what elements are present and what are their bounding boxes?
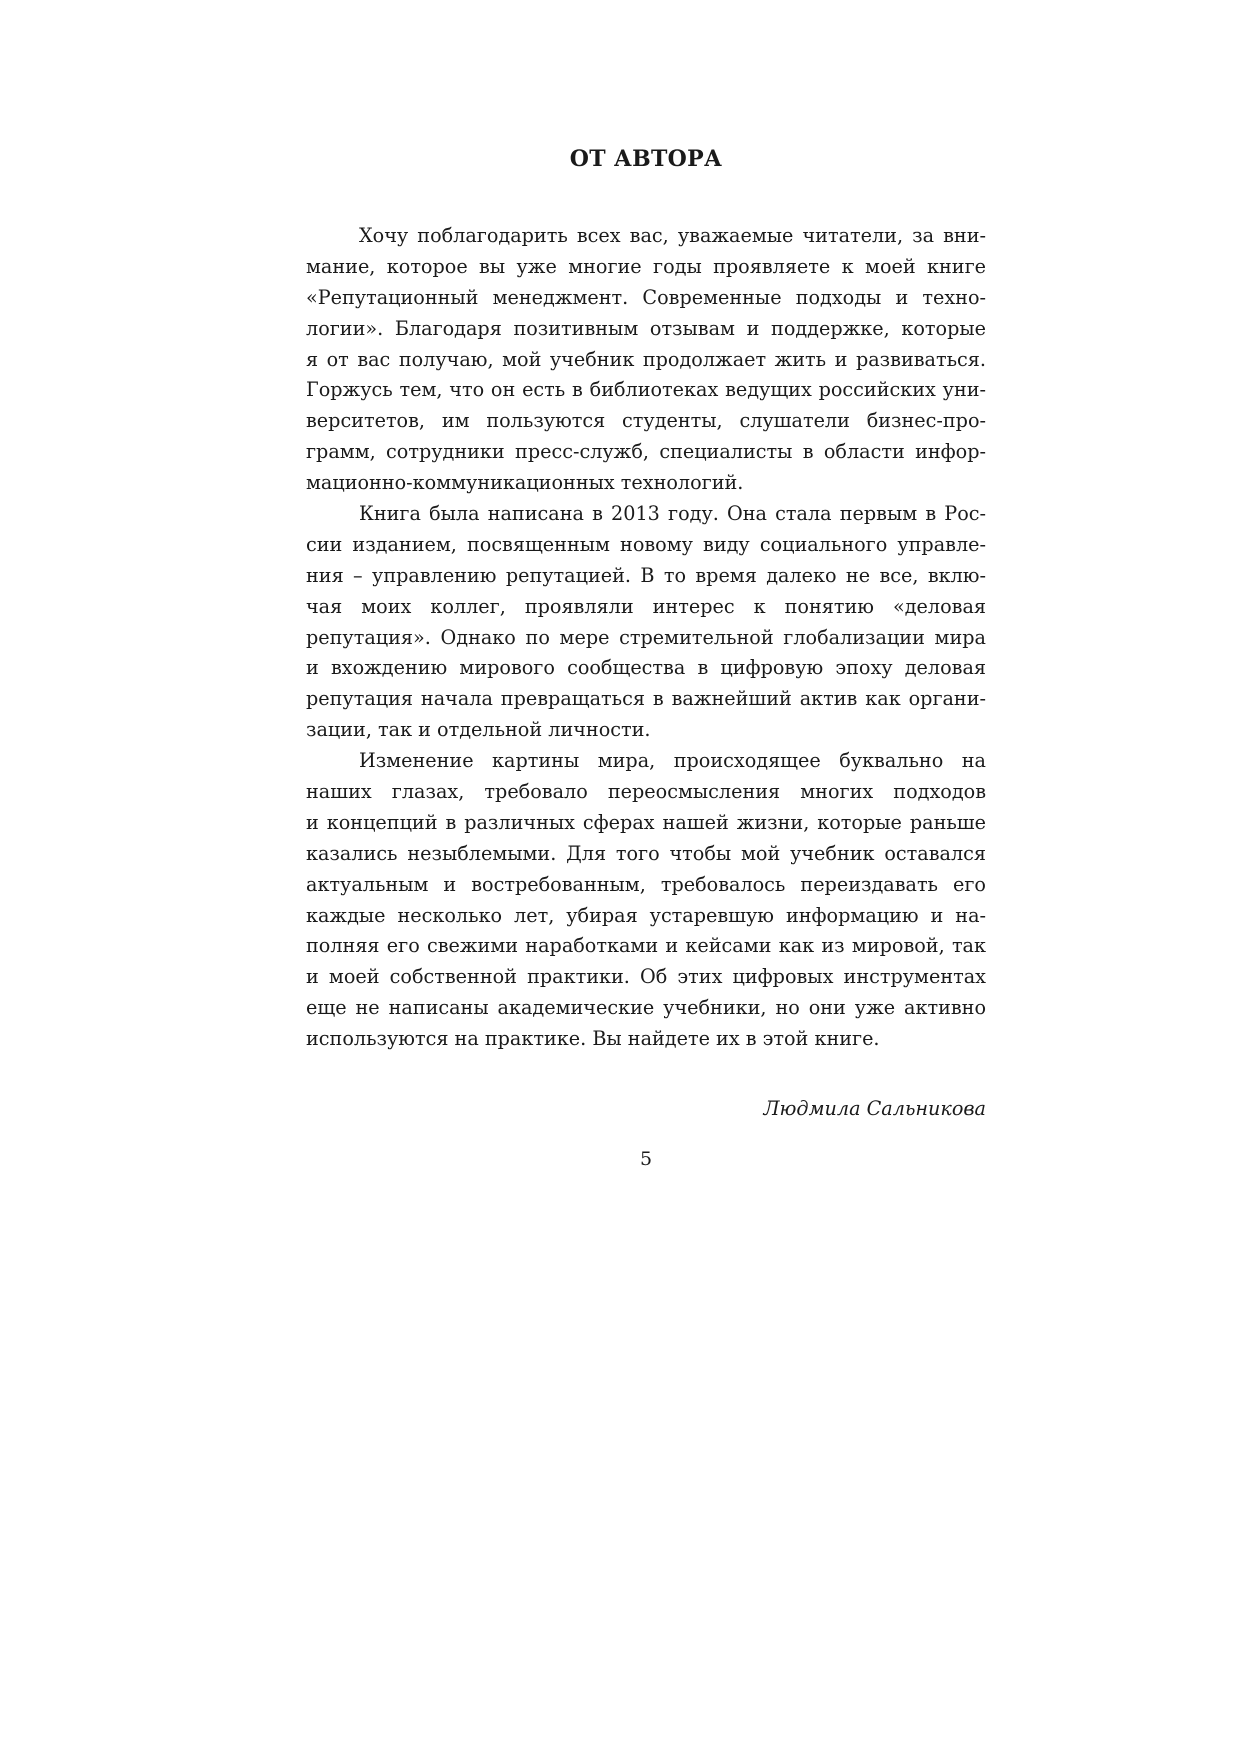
text-line: мационно-коммуникационных технологий. — [306, 471, 744, 495]
text-line: Книга была написана в 2013 году. Она стала первым в Рос- — [359, 502, 986, 526]
author-signature: Людмила Сальникова — [763, 1097, 986, 1120]
text-line: «Репутационный менеджмент. Современные подходы и техно- — [306, 285, 986, 309]
text-line: каждые несколько лет, убирая устаревшую информацию и на- — [306, 903, 986, 927]
paragraph-3 — [306, 746, 986, 1055]
text-line: мание, которое вы уже многие годы проявляете к моей книге — [306, 254, 986, 278]
text-line: полняя его свежими наработками и кейсами как из мировой, так — [306, 934, 986, 958]
text-line: казались незыблемыми. Для того чтобы мой учебник оставался — [306, 841, 986, 865]
text-line: грамм, сотрудники пресс-служб, специалисты в области инфор- — [306, 440, 986, 464]
text-line: актуальным и востребованным, требовалось переиздавать его — [306, 872, 986, 896]
text-line: чая моих коллег, проявляли интерес к понятию «деловая — [306, 594, 986, 618]
text-line: Горжусь тем, что он есть в библиотеках ведущих российских уни- — [306, 378, 986, 402]
text-line: и концепций в различных сферах нашей жизни, которые раньше — [306, 810, 986, 834]
paragraph-2 — [306, 499, 986, 746]
text-line: ния – управлению репутацией. В то время далеко не все, вклю- — [306, 563, 986, 587]
text-line: репутация». Однако по мере стремительной глобализации мира — [306, 625, 986, 649]
text-line: используются на практике. Вы найдете их в этой книге. — [306, 1027, 880, 1051]
page-number: 5 — [639, 1148, 653, 1170]
text-line: я от вас получаю, мой учебник продолжает жить и развиваться. — [306, 347, 986, 371]
paragraph-1 — [306, 221, 986, 499]
page-title: ОТ АВТОРА — [569, 146, 723, 172]
text-line: и вхождению мирового сообщества в цифровую эпоху деловая — [306, 656, 986, 680]
text-line: еще не написаны академические учебники, но они уже активно — [306, 996, 986, 1020]
text-line: репутация начала превращаться в важнейший актив как органи- — [306, 687, 986, 711]
text-line: наших глазах, требовало переосмысления многих подходов — [306, 780, 986, 804]
text-line: Изменение картины мира, происходящее буквально на — [359, 749, 986, 773]
text-line: Хочу поблагодарить всех вас, уважаемые читатели, за вни- — [359, 224, 986, 247]
text-line: и моей собственной практики. Об этих цифровых инструментах — [306, 965, 986, 989]
text-line: логии». Благодаря позитивным отзывам и поддержке, которые — [306, 316, 986, 340]
body-text — [306, 221, 986, 1055]
text-line: верситетов, им пользуются студенты, слушатели бизнес-про- — [306, 409, 986, 433]
text-line: сии изданием, посвященным новому виду социального управле- — [306, 532, 986, 556]
text-line: зации, так и отдельной личности. — [306, 718, 651, 742]
